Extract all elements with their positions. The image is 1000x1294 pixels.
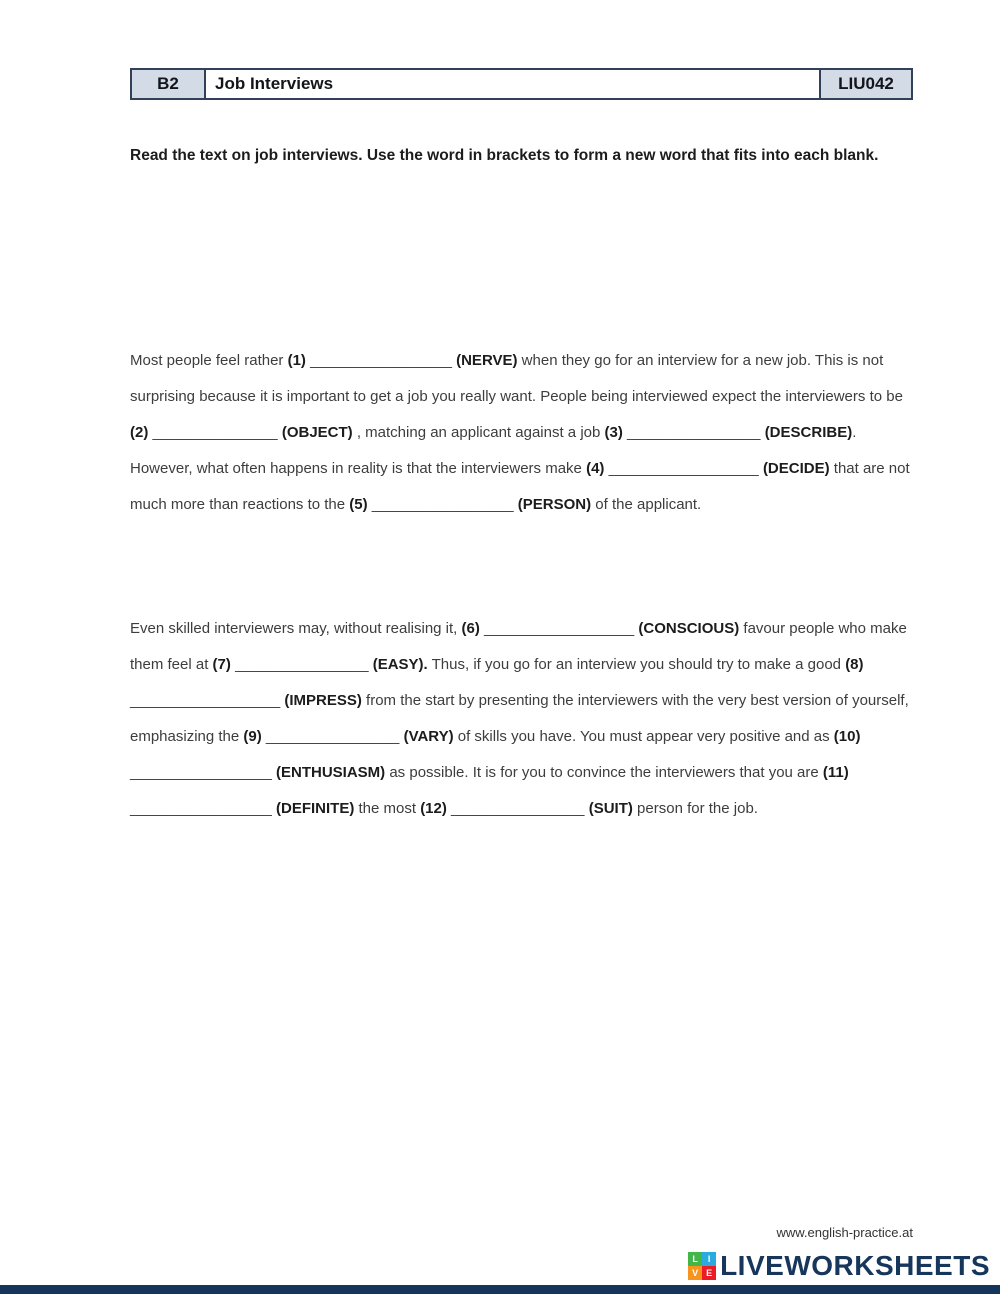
bold-keyword: (3): [604, 423, 623, 441]
paragraph-2: [130, 611, 913, 827]
bold-keyword: (SUIT): [588, 799, 633, 817]
bold-keyword: (11): [822, 763, 849, 781]
text-run: when they go for an interview for a new job. This is not surprising because it is important to get a job you really want. People being interviewed expect the interviewers to be: [130, 351, 903, 405]
text-run: as possible. It is for you to convince the interviewers that you are: [385, 763, 823, 781]
bold-keyword: (6): [461, 619, 480, 637]
text-run: Most people feel rather: [130, 351, 288, 369]
text-run: , matching an applicant against a job: [352, 423, 605, 441]
bold-keyword: (DECIDE): [762, 459, 830, 477]
text-run: favour people who make them feel at: [130, 619, 907, 673]
answer-blank[interactable]: __________________: [484, 619, 635, 637]
exercise-text: [130, 343, 913, 827]
bold-keyword: (DEFINITE): [276, 799, 355, 817]
bottom-bar: [0, 1285, 1000, 1294]
text-run: the most: [354, 799, 421, 817]
answer-blank[interactable]: ________________: [235, 655, 369, 673]
bold-keyword: (VARY): [403, 727, 454, 745]
answer-blank[interactable]: _________________: [130, 799, 272, 817]
logo-square-v: V: [688, 1266, 702, 1280]
answer-blank[interactable]: _________________: [371, 495, 514, 513]
answer-blank[interactable]: __________________: [130, 691, 281, 709]
bold-keyword: (7): [212, 655, 231, 673]
logo-square-l: L: [688, 1252, 702, 1266]
instructions-text: Read the text on job interviews. Use the word in brackets to form a new word that fits into each blank.: [130, 147, 879, 164]
bold-keyword: (4): [586, 459, 605, 477]
liveworksheets-wordmark: LIVEWORKSHEETS: [720, 1250, 990, 1281]
bold-keyword: (5): [349, 495, 368, 513]
bold-keyword: (EASY).: [372, 655, 428, 673]
bold-keyword: (12): [420, 799, 447, 817]
worksheet-code: LIU042: [819, 70, 911, 98]
answer-blank[interactable]: ________________: [627, 423, 761, 441]
answer-blank[interactable]: __________________: [608, 459, 759, 477]
answer-blank[interactable]: _______________: [152, 423, 278, 441]
bold-keyword: (2): [130, 423, 149, 441]
site-url: www.english-practice.at: [776, 1225, 913, 1240]
bold-keyword: (OBJECT): [281, 423, 353, 441]
bold-keyword: (8): [845, 655, 864, 673]
answer-blank[interactable]: ________________: [265, 727, 400, 745]
paragraph-1: [130, 343, 913, 523]
worksheet-title: Job Interviews: [206, 70, 819, 98]
text-run: person for the job.: [632, 799, 758, 817]
answer-blank[interactable]: _________________: [310, 351, 452, 369]
text-run: . However, what often happens in reality is that the interviewers make: [130, 423, 857, 477]
bold-keyword: (9): [243, 727, 262, 745]
logo-square-e: E: [702, 1266, 716, 1280]
bold-keyword: (IMPRESS): [284, 691, 362, 709]
text-run: of the applicant.: [591, 495, 702, 513]
text-run: that are not much more than reactions to the: [130, 459, 910, 513]
answer-blank[interactable]: ________________: [451, 799, 585, 817]
bold-keyword: (PERSON): [517, 495, 592, 513]
liveworksheets-logo[interactable]: [688, 1250, 990, 1282]
answer-blank[interactable]: _________________: [130, 763, 272, 781]
bold-keyword: (NERVE): [456, 351, 518, 369]
bold-keyword: (10): [833, 727, 861, 745]
worksheet-header: [130, 68, 913, 100]
text-run: Thus, if you go for an interview you should try to make a good: [427, 655, 846, 673]
bold-keyword: (1): [287, 351, 306, 369]
bold-keyword: (ENTHUSIASM): [276, 763, 386, 781]
text-run: Even skilled interviewers may, without realising it,: [130, 619, 462, 637]
level-badge: B2: [132, 70, 206, 98]
worksheet-content: [0, 68, 1000, 827]
logo-square-i: I: [702, 1252, 716, 1266]
bold-keyword: (DESCRIBE): [764, 423, 853, 441]
liveworksheets-icon: [688, 1252, 716, 1280]
bold-keyword: (CONSCIOUS): [638, 619, 740, 637]
text-run: from the start by presenting the interviewers with the very best version of yourself, emphasizing the: [130, 691, 909, 745]
text-run: of skills you have. You must appear very positive and as: [453, 727, 834, 745]
